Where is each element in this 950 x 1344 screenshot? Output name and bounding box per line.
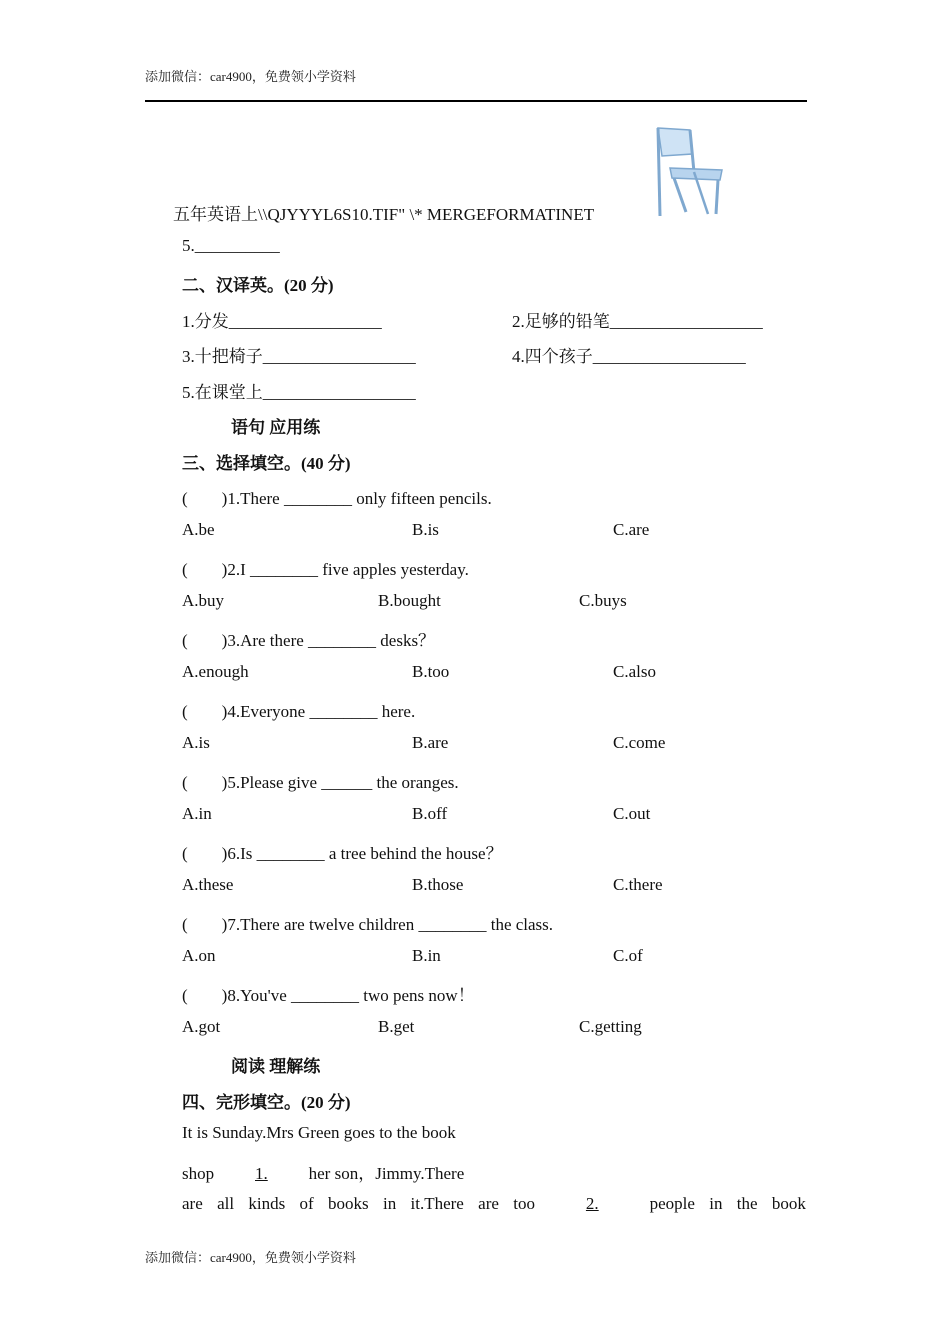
section2-title: 二、汉译英。(20 分) bbox=[182, 276, 334, 295]
option-a: A.these bbox=[182, 875, 234, 894]
word: the bbox=[736, 1194, 758, 1213]
option-b: B.off bbox=[412, 804, 448, 823]
option-c: C.also bbox=[613, 662, 656, 681]
word: kinds bbox=[248, 1194, 286, 1213]
option-b: B.too bbox=[412, 662, 450, 681]
word: in bbox=[382, 1194, 397, 1213]
option-c: C.there bbox=[613, 875, 663, 894]
option-b: B.are bbox=[412, 733, 449, 752]
section4-title: 四、完形填空。(20 分) bbox=[182, 1093, 351, 1112]
option-a: A.in bbox=[182, 804, 212, 823]
word: are bbox=[478, 1194, 499, 1213]
subheading-sentence-practice: 语句 应用练 bbox=[231, 418, 321, 437]
option-c: C.getting bbox=[579, 1017, 642, 1036]
page-header: 添加微信：car4900，免费领小学资料 bbox=[145, 69, 356, 84]
translation-item: 2.足够的铅笔__________________ bbox=[512, 312, 763, 331]
option-a: A.be bbox=[182, 520, 215, 539]
option-c: C.buys bbox=[579, 591, 627, 610]
option-a: A.is bbox=[182, 733, 210, 752]
question-stem: ( )3.Are there ________ desks？ bbox=[182, 631, 436, 650]
cloze-line-3 bbox=[182, 1194, 806, 1214]
cloze-line-1: It is Sunday.Mrs Green goes to the book bbox=[182, 1123, 456, 1142]
word: book bbox=[771, 1194, 806, 1213]
word: all bbox=[217, 1194, 235, 1213]
word: people bbox=[649, 1194, 695, 1213]
field-code-text: 五年英语上\\QJYYYL6S10.TIF" \* MERGEFORMATINET bbox=[173, 205, 595, 224]
translation-item: 1.分发__________________ bbox=[182, 312, 382, 331]
question-stem: ( )2.I ________ five apples yesterday. bbox=[182, 560, 469, 579]
previous-question-5: 5.__________ bbox=[182, 236, 280, 255]
option-c: C.are bbox=[613, 520, 650, 539]
cloze-blank-2: 2. bbox=[585, 1194, 599, 1213]
option-b: B.those bbox=[412, 875, 464, 894]
section3-title: 三、选择填空。(40 分) bbox=[182, 454, 351, 473]
subheading-reading-practice: 阅读 理解练 bbox=[231, 1057, 321, 1076]
word: books bbox=[328, 1194, 369, 1213]
word: too bbox=[513, 1194, 535, 1213]
word: in bbox=[709, 1194, 723, 1213]
cloze-text: shop bbox=[182, 1164, 219, 1183]
question-stem: ( )6.Is ________ a tree behind the house？ bbox=[182, 844, 503, 863]
word: are bbox=[182, 1194, 203, 1213]
word: it.There bbox=[410, 1194, 464, 1213]
option-b: B.get bbox=[378, 1017, 415, 1036]
option-a: A.buy bbox=[182, 591, 225, 610]
translation-item: 3.十把椅子__________________ bbox=[182, 347, 416, 366]
option-c: C.come bbox=[613, 733, 666, 752]
chair-image bbox=[650, 124, 728, 220]
option-b: B.bought bbox=[378, 591, 441, 610]
word: of bbox=[299, 1194, 314, 1213]
question-stem: ( )4.Everyone ________ here. bbox=[182, 702, 416, 721]
option-a: A.on bbox=[182, 946, 216, 965]
cloze-line-2 bbox=[182, 1159, 464, 1184]
page-footer: 添加微信：car4900，免费领小学资料 bbox=[145, 1250, 356, 1265]
question-stem: ( )5.Please give ______ the oranges. bbox=[182, 773, 459, 792]
cloze-text: her son，Jimmy.There bbox=[304, 1164, 465, 1183]
option-c: C.out bbox=[613, 804, 651, 823]
question-stem: ( )1.There ________ only fifteen pencils. bbox=[182, 489, 492, 508]
option-b: B.is bbox=[412, 520, 439, 539]
option-c: C.of bbox=[613, 946, 643, 965]
question-stem: ( )8.You've ________ two pens now！ bbox=[182, 986, 475, 1005]
option-b: B.in bbox=[412, 946, 441, 965]
option-a: A.got bbox=[182, 1017, 221, 1036]
translation-item: 4.四个孩子__________________ bbox=[512, 347, 746, 366]
option-a: A.enough bbox=[182, 662, 249, 681]
translation-item: 5.在课堂上__________________ bbox=[182, 383, 416, 402]
cloze-blank-1: 1. bbox=[255, 1164, 268, 1183]
question-stem: ( )7.There are twelve children ________ the class. bbox=[182, 915, 554, 934]
header-rule bbox=[145, 100, 807, 102]
